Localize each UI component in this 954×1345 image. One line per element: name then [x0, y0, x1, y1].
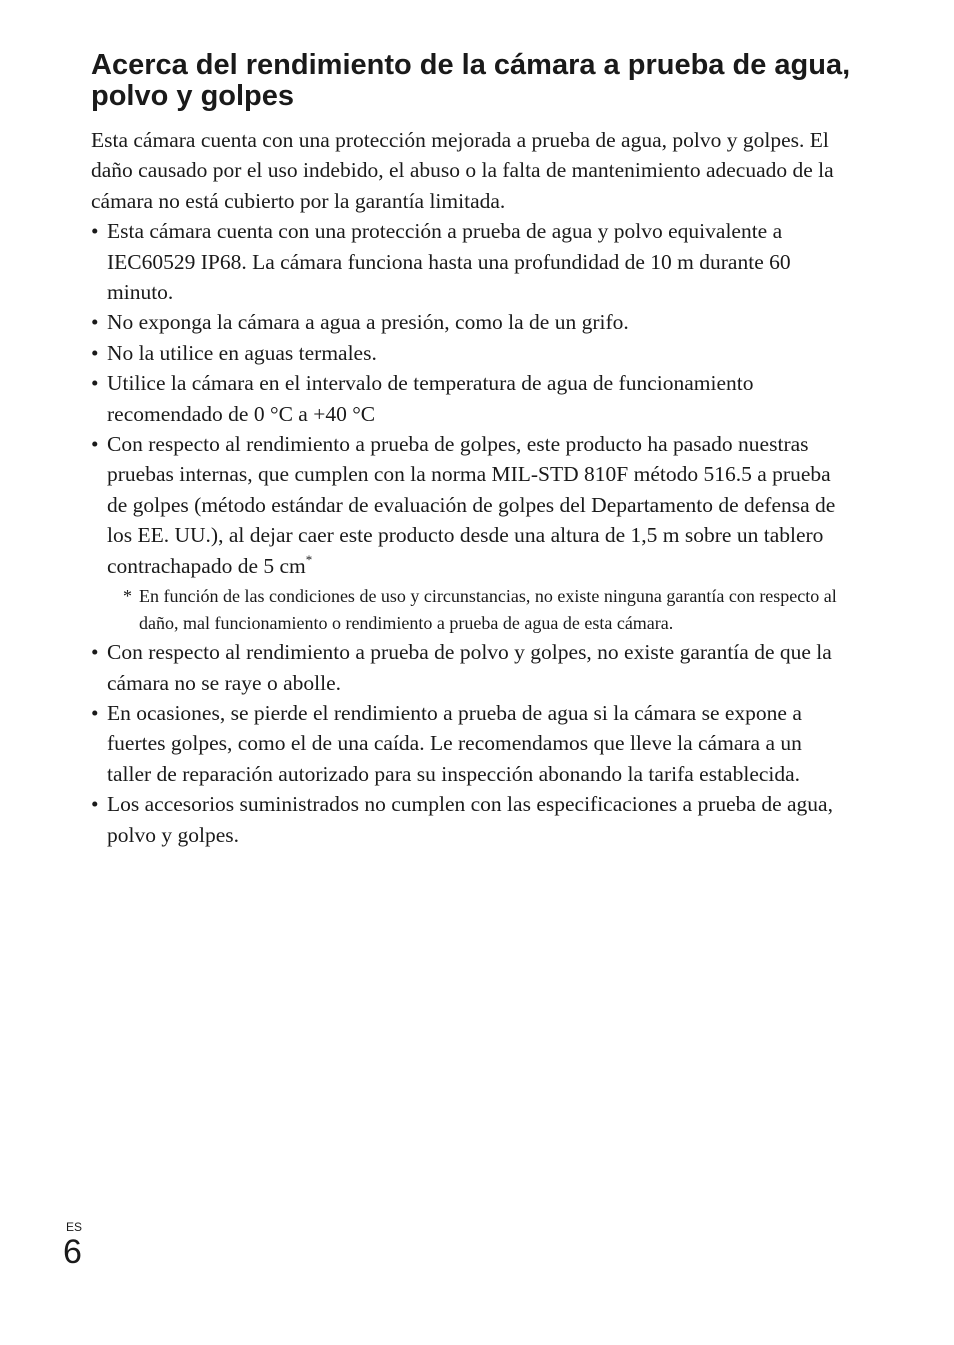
bullet-text: Esta cámara cuenta con una protección a prueba de agua y polvo equivalente a IEC60529 IP68. La cámara funciona hasta una profundidad de 10 m durante 60 minuto. — [107, 219, 791, 305]
intro-paragraph: Esta cámara cuenta con una protección mejorada a prueba de agua, polvo y golpes. El daño causado por el uso indebido, el abuso o la falta de mantenimiento adecuado de la cámara no está cubierto por la garantía limitada. — [91, 128, 834, 213]
footnote-reference: * — [305, 551, 313, 567]
bullet-text: Con respecto al rendimiento a prueba de golpes, este producto ha pasado nuestras pruebas internas, que cumplen con la norma MIL-STD 810F método 516.5 a prueba de golpes (método estándar de evaluación de golpes del Departamento de defensa de los EE. UU.), al dejar caer este producto desde una altura de 1,5 m sobre un tablero contrachapado de 5 cm — [107, 432, 836, 578]
bullet-dot: • — [91, 792, 99, 817]
bullet-item-shockproof — [91, 429, 851, 637]
bullet-dot: • — [91, 219, 99, 244]
bullet-item-pressure-water — [91, 307, 851, 337]
footnote-marker: * — [123, 586, 132, 607]
bullet-dot: • — [91, 640, 99, 665]
bullet-dot: • — [91, 371, 99, 396]
bullet-item-temperature — [91, 368, 851, 429]
bullet-item-accessories — [91, 789, 851, 850]
bullet-text: No la utilice en aguas termales. — [107, 340, 377, 365]
bullet-text: No exponga la cámara a agua a presión, como la de un grifo. — [107, 310, 629, 335]
footnote — [107, 583, 851, 637]
section-body — [91, 125, 851, 850]
bullet-text: Con respecto al rendimiento a prueba de polvo y golpes, no existe garantía de que la cámara no se raye o abolle. — [107, 640, 832, 695]
bullet-text: Los accesorios suministrados no cumplen con las especificaciones a prueba de agua, polvo y golpes. — [107, 792, 833, 847]
bullet-dot: • — [91, 340, 99, 365]
section-heading: Acerca del rendimiento de la cámara a prueba de agua, polvo y golpes — [91, 49, 851, 112]
page-number: 6 — [63, 1233, 82, 1271]
bullet-text: En ocasiones, se pierde el rendimiento a prueba de agua si la cámara se expone a fuertes golpes, como el de una caída. Le recomendamos que lleve la cámara a un taller de reparación autorizado para su inspección abonando la tarifa establecida. — [107, 700, 802, 786]
bullet-list — [91, 216, 851, 850]
footnote-text: En función de las condiciones de uso y circunstancias, no existe ninguna garantía con respecto al daño, mal funcionamiento o rendimiento a prueba de agua de esta cámara. — [139, 586, 837, 634]
bullet-item-hot-springs — [91, 338, 851, 368]
bullet-dot: • — [91, 310, 99, 335]
bullet-item-waterproof-rating — [91, 216, 851, 307]
bullet-dot: • — [91, 700, 99, 725]
bullet-item-repair — [91, 698, 851, 789]
page-language-code: ES — [66, 1220, 83, 1234]
bullet-dot: • — [91, 432, 99, 457]
bullet-item-scratch — [91, 637, 851, 698]
bullet-text: Utilice la cámara en el intervalo de temperatura de agua de funcionamiento recomendado de 0 °C a +40 °C — [107, 371, 754, 426]
